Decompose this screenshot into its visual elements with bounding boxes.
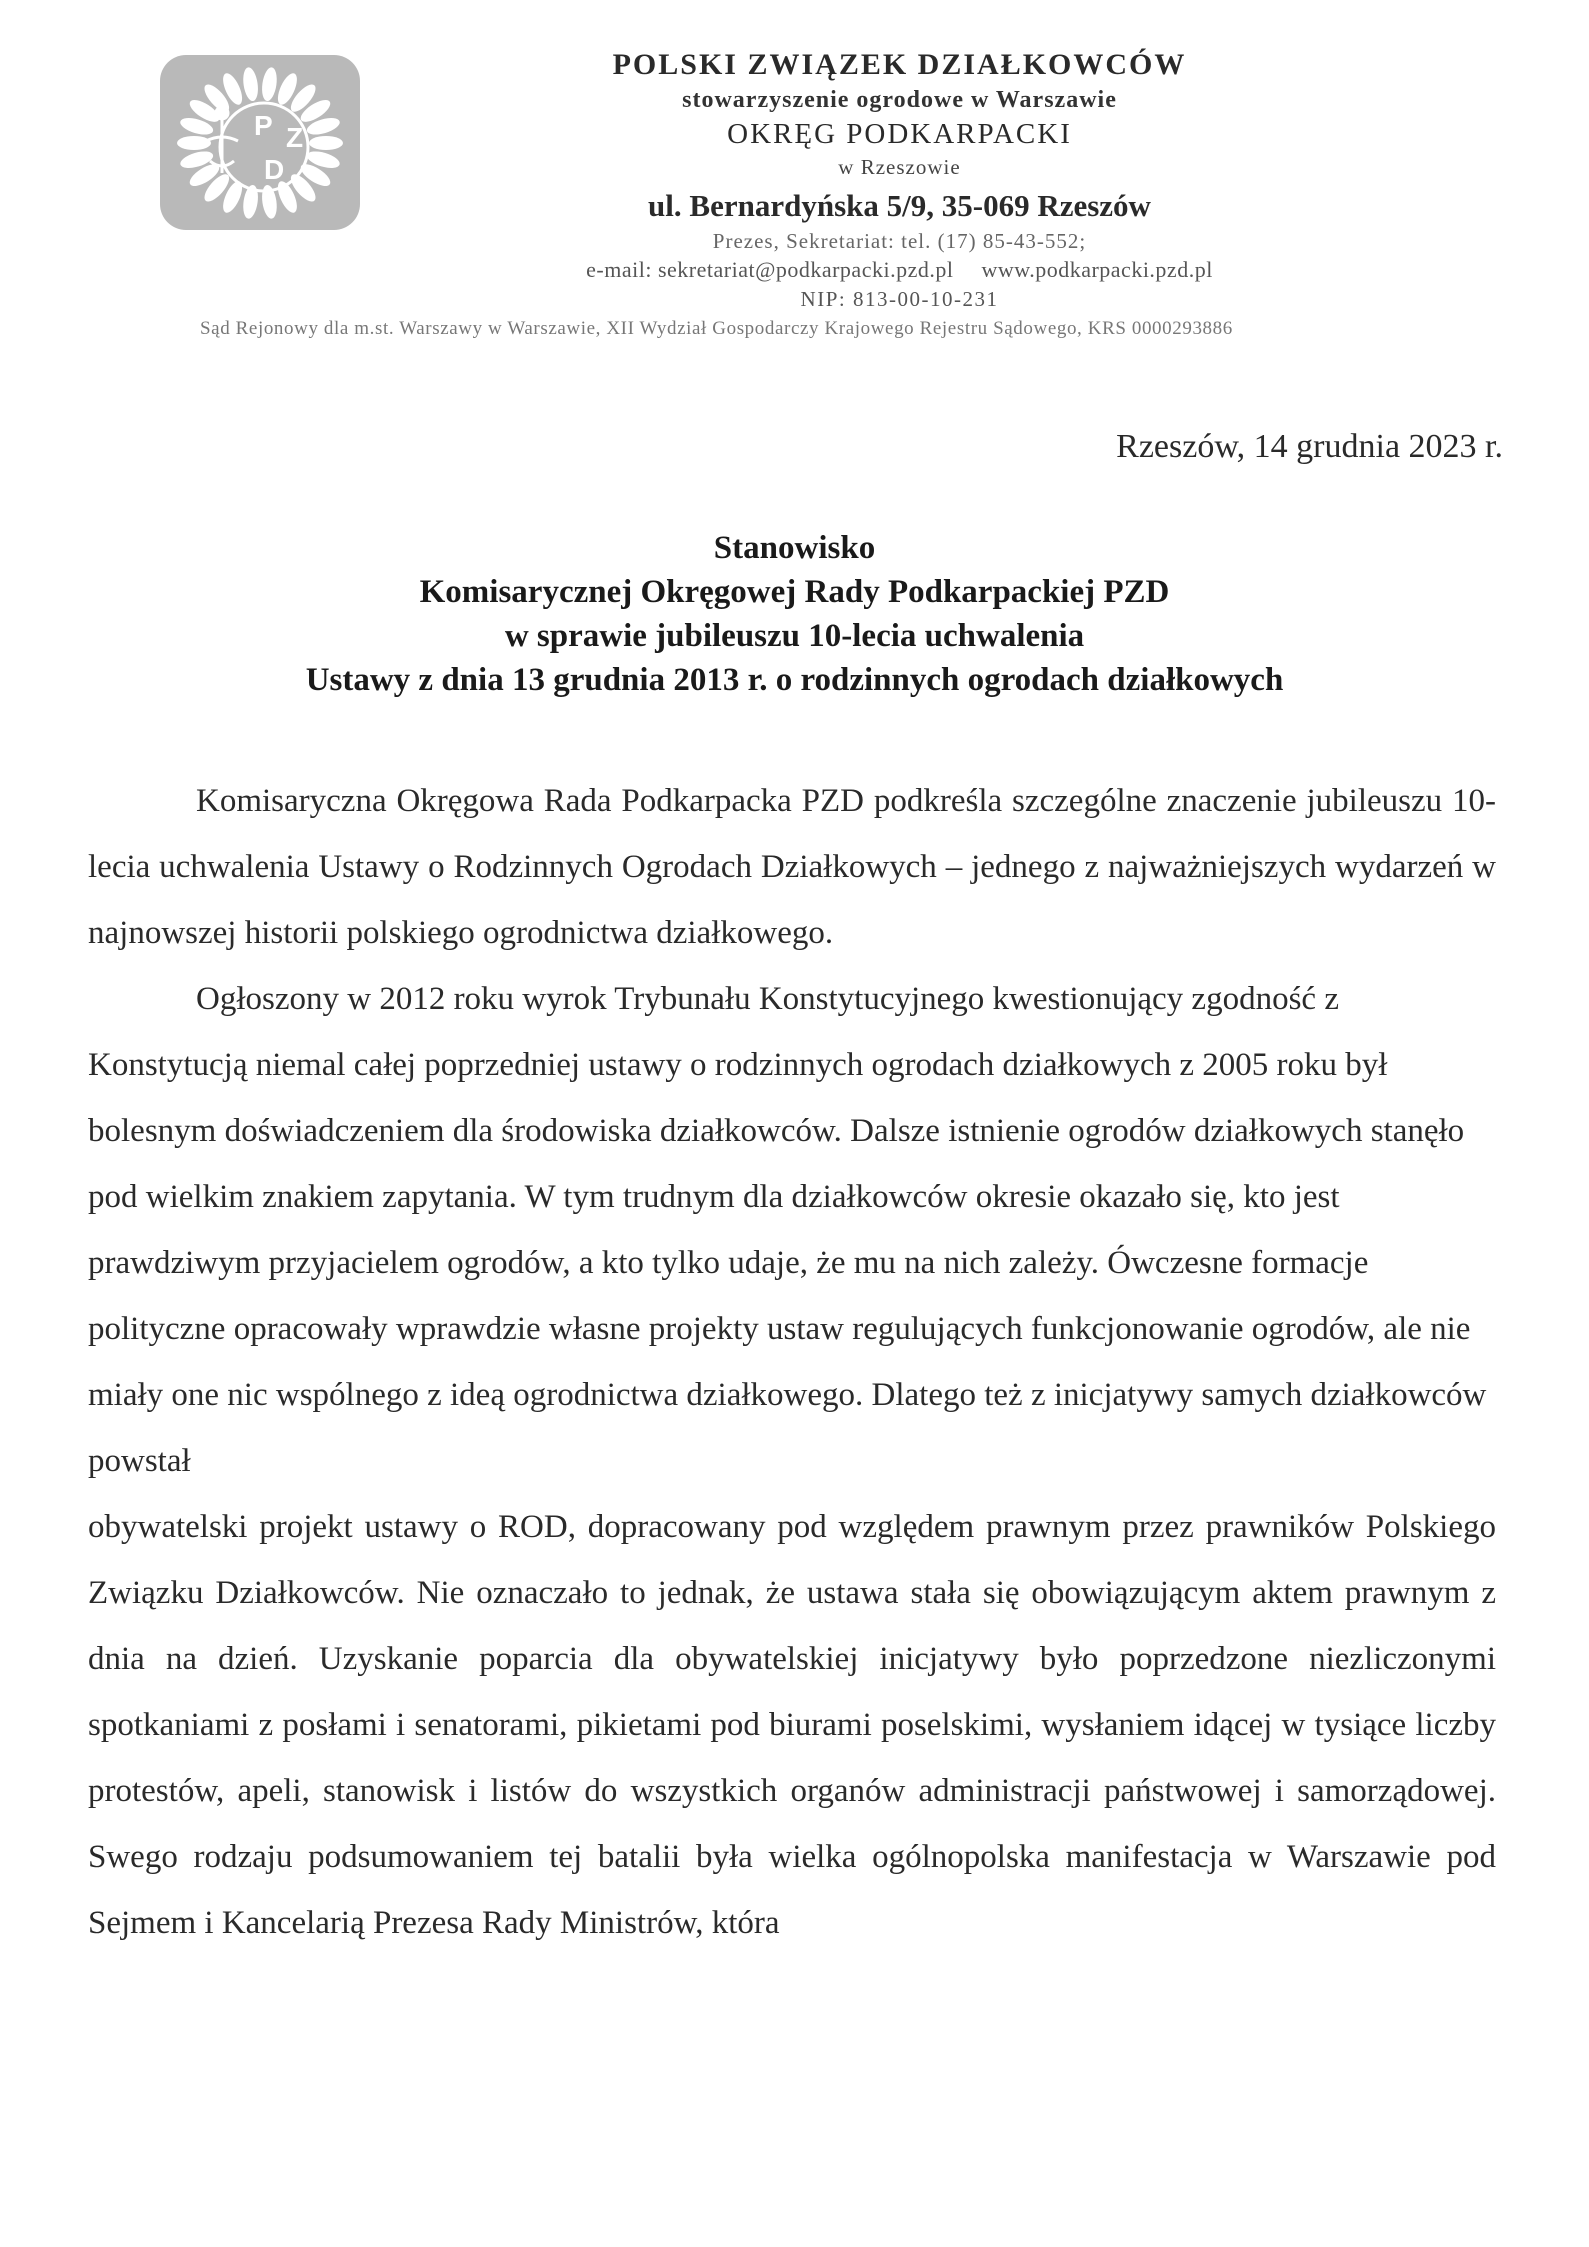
tax-id: NIP: 813-00-10-231 xyxy=(800,286,999,311)
phone-number: Prezes, Sekretariat: tel. (17) 85-43-552; xyxy=(712,229,1087,254)
document-body xyxy=(88,768,1496,1956)
body-paragraph-2: Ogłoszony w 2012 roku wyrok Trybunału Konstytucyjnego kwestionujący zgodność z Konstytucją niemal całej poprzedniej ustawy o rodzinnych ogrodach działkowych z 2005 roku był bolesnym doświadczeniem dla środowiska działkowców. Dalsze istnienie ogrodów działkowych stanęło pod wielkim znakiem zapytania. W tym trudnym dla działkowców okresie okazało się, kto jest prawdziwym przyjacielem ogrodów, a kto tylko udaje, że mu na nich zależy. Ówczesne formacje polityczne opracowały wprawdzie własne projekty ustaw regulujących funkcjonowanie ogrodów, ale nie miały one nic wspólnego z ideą ogrodnictwa działkowego. Dlatego też z inicjatywy samych działkowców powstał xyxy=(88,981,1487,1479)
title-line-4: Ustawy z dnia 13 grudnia 2013 r. o rodzinnych ogrodach działkowych xyxy=(305,662,1284,698)
email-address[interactable]: e-mail: sekretariat@podkarpacki.pzd.pl xyxy=(586,257,954,283)
court-registration: Sąd Rejonowy dla m.st. Warszawy w Warszawie, XII Wydział Gospodarczy Krajowego Rejestru Sądowego, KRS 0000293886 xyxy=(200,318,1233,339)
logo-letter-d: D xyxy=(264,154,285,185)
letterhead xyxy=(0,48,1589,311)
contact-line xyxy=(210,257,1589,282)
title-line-3: w sprawie jubileuszu 10-lecia uchwalenia xyxy=(504,618,1085,654)
body-paragraph-3: obywatelski projekt ustawy o ROD, dopracowany pod względem prawnym przez prawników Polskiego Związku Działkowców. Nie oznaczało to jednak, że ustawa stała się obowiązującym aktem prawnym z dnia na dzień. Uzyskanie poparcia dla obywatelskiej inicjatywy było poprzedzone niezliczonymi spotkaniami z posłami i senatorami, pikietami pod biurami poselskimi, wysłaniem idącej w tysiące liczby protestów, apeli, stanowisk i listów do wszystkich organów administracji państwowej i samorządowej. Swego rodzaju podsumowaniem tej batalii była wielka ogólnopolska manifestacja w Warszawie pod Sejmem i Kancelarią Prezesa Rady Ministrów, która xyxy=(88,1509,1496,1941)
document-title xyxy=(0,526,1589,702)
region-city: w Rzeszowie xyxy=(838,155,961,180)
region-name: OKRĘG PODKARPACKI xyxy=(727,118,1072,151)
org-name: POLSKI ZWIĄZEK DZIAŁKOWCÓW xyxy=(612,48,1187,81)
title-line-2: Komisarycznej Okręgowej Rady Podkarpackiej PZD xyxy=(419,574,1170,610)
association-type: stowarzyszenie ogrodowe w Warszawie xyxy=(682,86,1117,113)
body-paragraph-1: Komisaryczna Okręgowa Rada Podkarpacka PZD podkreśla szczególne znaczenie jubileuszu 10-lecia uchwalenia Ustawy o Rodzinnych Ogrodach Działkowych – jednego z najważniejszych wydarzeń w najnowszej historii polskiego ogrodnictwa działkowego. xyxy=(88,783,1496,951)
postal-address: ul. Bernardyńska 5/9, 35-069 Rzeszów xyxy=(648,187,1151,223)
title-line-1: Stanowisko xyxy=(713,530,876,566)
website-link[interactable]: www.podkarpacki.pzd.pl xyxy=(981,257,1213,283)
document-date: Rzeszów, 14 grudnia 2023 r. xyxy=(1116,428,1503,465)
logo-letter-z: Z xyxy=(286,122,304,153)
logo-letter-p: P xyxy=(254,110,273,141)
